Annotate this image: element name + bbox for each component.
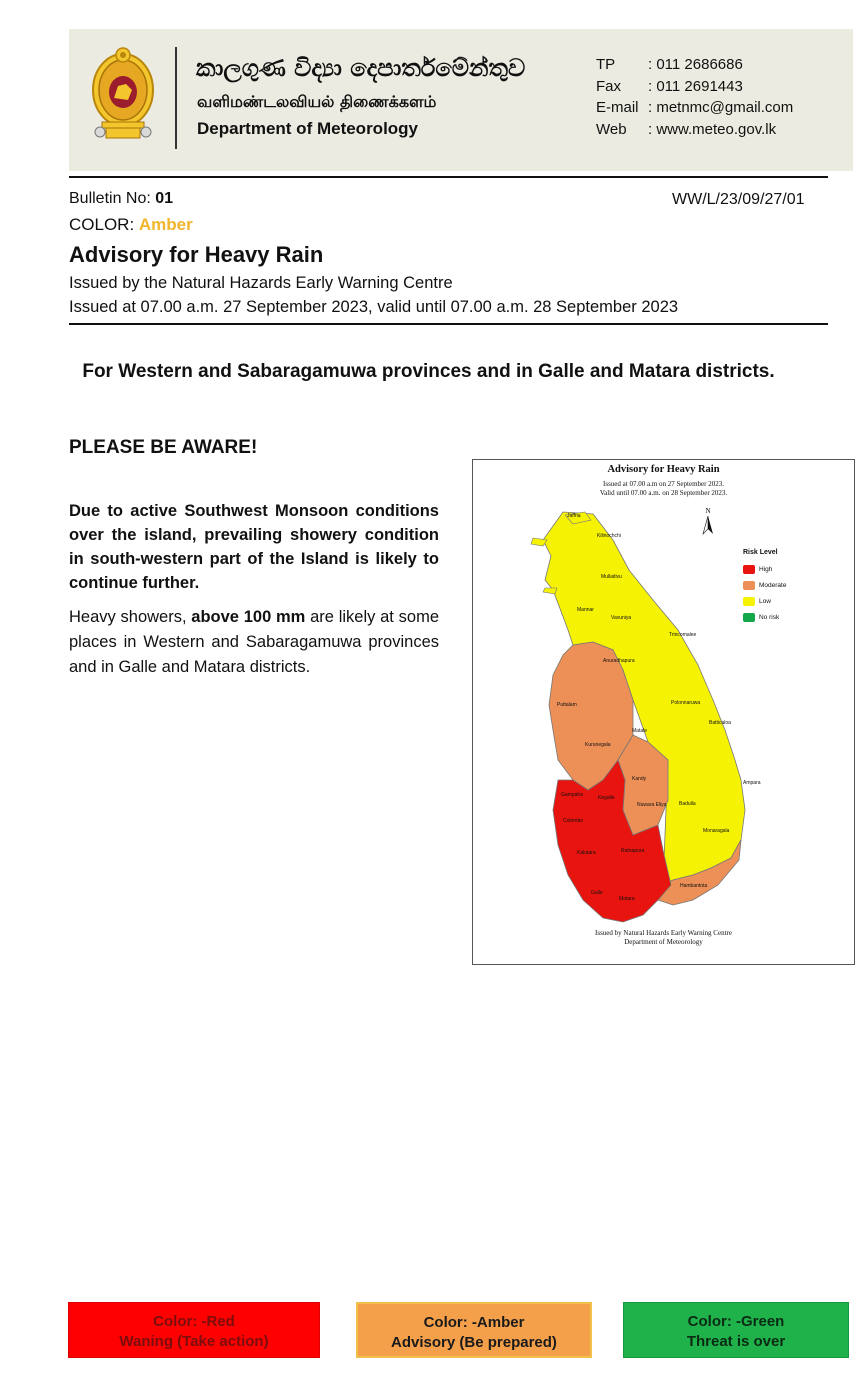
district-label: Trincomalee	[669, 632, 697, 638]
contact-value: : metnmc@gmail.com	[648, 99, 794, 116]
legend-swatch-moderate	[743, 581, 755, 590]
department-title-sinhala: කාලගුණ විද්‍යා දෙපාර්තමේන්තුව	[196, 54, 526, 82]
north-label: N	[705, 507, 711, 515]
color-key-green	[623, 1302, 849, 1358]
contact-web	[596, 121, 836, 141]
district-label: Puttalam	[557, 702, 577, 708]
advisory-title: Advisory for Heavy Rain	[69, 242, 324, 267]
district-label: Galle	[591, 890, 603, 896]
district-label: Ratnapura	[621, 848, 645, 854]
contact-label: E-mail	[596, 99, 639, 116]
district-label: Kandy	[632, 776, 647, 782]
color-key-amber-title: Color: -Amber	[423, 1314, 525, 1331]
color-key-green-title: Color: -Green	[687, 1313, 785, 1330]
contact-phone	[596, 56, 836, 76]
district-label: Hambantota	[680, 883, 708, 889]
contact-label: TP	[596, 56, 616, 73]
bulletin-number	[69, 190, 173, 208]
color-key-red-desc: Waning (Take action)	[119, 1333, 269, 1350]
national-emblem-icon	[88, 46, 158, 146]
district-label: Badulla	[679, 801, 696, 807]
color-key-amber	[356, 1302, 592, 1358]
district-label: Batticaloa	[709, 720, 731, 726]
mannar-island	[543, 588, 557, 594]
top-divider	[69, 176, 828, 178]
contact-value: : www.meteo.gov.lk	[648, 121, 777, 138]
aware-heading: PLEASE BE AWARE!	[69, 437, 258, 458]
sri-lanka-map	[473, 460, 856, 966]
color-key-amber-desc: Advisory (Be prepared)	[391, 1334, 557, 1351]
legend-title: Risk Level	[743, 549, 778, 556]
map-footer-department: Department of Meteorology	[624, 938, 703, 946]
contact-label: Fax	[596, 78, 622, 95]
color-value: Amber	[138, 215, 193, 234]
district-label: Matale	[632, 728, 648, 734]
district-label: Vavuniya	[611, 615, 632, 621]
monsoon-paragraph: Due to active Southwest Monsoon conditions over the island, prevailing showery condition in south-western part of the Island is likely to continue further.	[69, 502, 439, 592]
bulletin-label: Bulletin No:	[69, 190, 156, 207]
district-label: Anuradhapura	[603, 658, 635, 664]
district-label: Mannar	[577, 607, 594, 613]
district-label: Nuwara Eliya	[637, 802, 667, 808]
map-subtitle-issued: Issued at 07.00 a.m on 27 September 2023.	[603, 480, 724, 488]
map-subtitle-valid: Valid until 07.00 a.m. on 28 September 2023.	[599, 489, 728, 497]
contact-fax	[596, 78, 836, 98]
contact-value: : 011 2691443	[648, 78, 743, 95]
district-label: Ampara	[743, 780, 761, 786]
district-label: Kegalle	[598, 795, 615, 801]
showers-paragraph	[69, 605, 439, 680]
legend-swatch-low	[743, 597, 755, 606]
district-label: Kilinochchi	[597, 533, 621, 539]
district-label: Monaragala	[703, 828, 730, 834]
issued-by: Issued by the Natural Hazards Early Warning Centre	[69, 274, 453, 292]
district-label: Kurunegala	[585, 742, 611, 748]
bulletin-reference: WW/L/23/09/27/01	[672, 191, 805, 208]
contact-value: : 011 2686686	[648, 56, 743, 73]
color-key-red-title: Color: -Red	[153, 1313, 235, 1330]
department-title-tamil: வளிமண்டலவியல் திணைக்களம்	[197, 92, 437, 111]
district-label: Gampaha	[561, 792, 583, 798]
bottom-divider	[69, 323, 828, 325]
color-key-red	[68, 1302, 320, 1358]
para2-text-end: are likely at some places in Western and Sabaragamuwa provinces and in Galle and Matara districts.	[69, 608, 439, 676]
alert-color	[69, 215, 193, 235]
issued-at: Issued at 07.00 a.m. 27 September 2023, valid until 07.00 a.m. 28 September 2023	[69, 298, 679, 316]
district-label: Kalutara	[577, 850, 596, 856]
map-footer-issuer: Issued by Natural Hazards Early Warning Centre	[595, 929, 732, 937]
legend-label-high: High	[759, 566, 773, 573]
color-key-green-desc: Threat is over	[686, 1333, 786, 1350]
legend-swatch-high	[743, 565, 755, 574]
legend-label-no-risk: No risk	[759, 614, 780, 621]
district-label: Mullaitivu	[601, 574, 622, 580]
district-label: Matara	[619, 896, 635, 902]
district-label: Polonnaruwa	[671, 700, 701, 706]
affected-region: For Western and Sabaragamuwa provinces and in Galle and Matara districts.	[82, 361, 775, 382]
legend-label-moderate: Moderate	[759, 582, 787, 589]
bulletin-number-value: 01	[155, 190, 174, 207]
para2-text: Heavy showers,	[69, 608, 192, 626]
legend-swatch-no-risk	[743, 613, 755, 622]
contact-email	[596, 99, 836, 119]
department-title-english: Department of Meteorology	[197, 119, 419, 138]
map-title: Advisory for Heavy Rain	[607, 464, 720, 475]
legend-label-low: Low	[759, 598, 771, 605]
risk-map	[472, 459, 855, 965]
district-label: Jaffna	[567, 513, 581, 519]
contact-label: Web	[596, 121, 627, 138]
district-label: Colombo	[563, 818, 584, 824]
para2-bold: above 100 mm	[191, 608, 306, 626]
color-label: COLOR:	[69, 215, 139, 234]
header-divider	[175, 47, 177, 149]
